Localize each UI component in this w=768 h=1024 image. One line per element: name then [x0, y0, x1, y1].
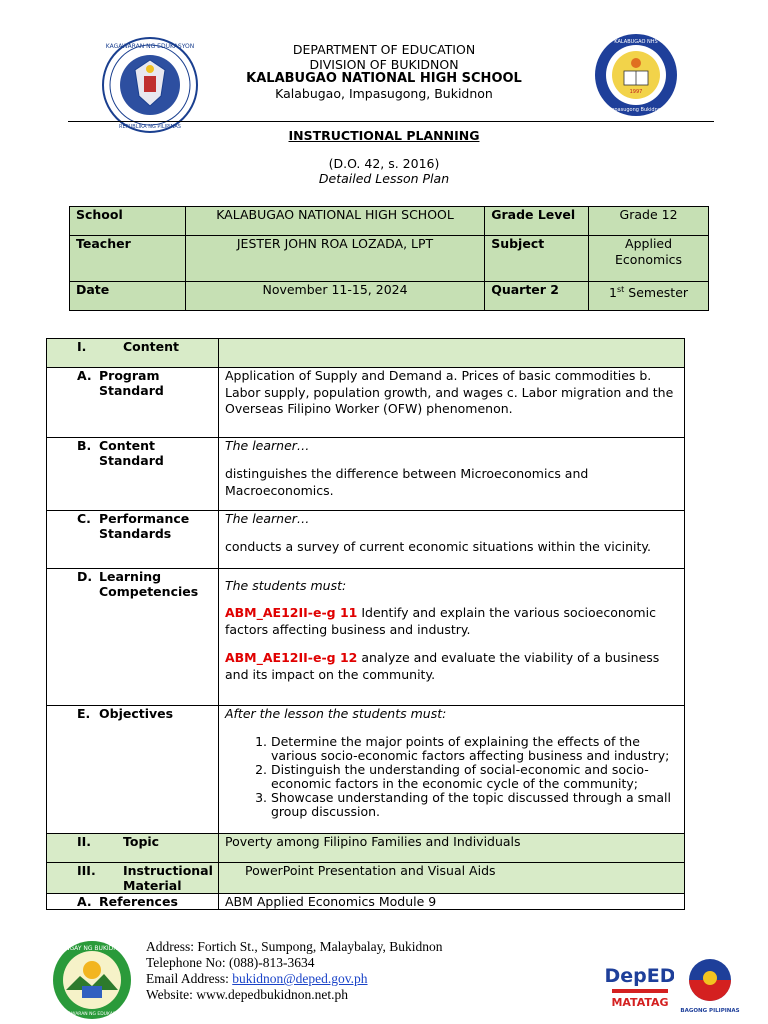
- performance-standards-label: [47, 511, 219, 569]
- content-num: I.: [77, 339, 87, 354]
- footer-email-link[interactable]: bukidnon@deped.gov.ph: [232, 971, 368, 986]
- program-title: Program Standard: [99, 368, 164, 398]
- content-std-num: B.: [77, 438, 92, 453]
- competencies-title: Learning Competencies: [99, 569, 199, 599]
- topic-label: [47, 834, 219, 863]
- competencies-label: [47, 569, 219, 706]
- school-name: KALABUGAO NATIONAL HIGH SCHOOL: [246, 71, 522, 86]
- material-num: III.: [77, 863, 96, 878]
- teacher-label: Teacher: [70, 236, 186, 282]
- content-standard-cell: [218, 438, 684, 511]
- material-label: [47, 863, 219, 894]
- svg-text:KALABUGAO NHS: KALABUGAO NHS: [614, 39, 658, 45]
- performance-standards-row: [47, 511, 685, 569]
- content-standard-intro: The learner…: [224, 438, 310, 453]
- program-standard-label: [47, 368, 219, 438]
- page-title: INSTRUCTIONAL PLANNING: [288, 128, 480, 143]
- division-line: DIVISION OF BUKIDNON: [309, 56, 459, 72]
- competency-1: [225, 605, 678, 638]
- objectives-row: [47, 706, 685, 834]
- references-num: A.: [77, 894, 92, 909]
- competencies-row: [47, 569, 685, 706]
- competencies-cell: [218, 569, 684, 706]
- semester-value: [589, 282, 709, 311]
- objectives-list: [225, 735, 678, 819]
- competency-text-2: analyze and evaluate the viability of a business and its impact on the community.: [224, 650, 660, 682]
- bagong-pilipinas-logo: [680, 956, 740, 1016]
- svg-text:SANGAY NG BUKIDNON: SANGAY NG BUKIDNON: [57, 945, 127, 952]
- competency-2: [225, 650, 678, 683]
- school-value: KALABUGAO NATIONAL HIGH SCHOOL: [185, 207, 484, 236]
- svg-text:BAGONG PILIPINAS: BAGONG PILIPINAS: [680, 1008, 740, 1014]
- program-standard-row: [47, 368, 685, 438]
- program-num: A.: [77, 368, 92, 383]
- objective-item: 3. Showcase understanding of the topic discussed through a small group discussion.: [271, 791, 678, 819]
- competency-code-2: ABM_AE12II-e-g 12: [224, 650, 358, 665]
- objective-item: 2. Distinguish the understanding of social-economic and socio-economic factors in the economic cycle of the community;: [271, 763, 678, 791]
- letterhead: [214, 43, 554, 101]
- teacher-value: JESTER JOHN ROA LOZADA, LPT: [185, 236, 484, 282]
- performance-text: conducts a survey of current economic situations within the vicinity.: [224, 539, 651, 554]
- competencies-num: D.: [77, 569, 93, 584]
- header-divider: [68, 121, 714, 122]
- deped-seal-logo: [101, 36, 199, 134]
- objective-item: 1. Determine the major points of explaining the effects of the various socio-economic factors affecting business and industry;: [271, 735, 678, 763]
- footer-address: Address: Fortich St., Sumpong, Malaybalay, Bukidnon: [146, 939, 443, 954]
- content-standard-text: distinguishes the difference between Microeconomics and Macroeconomics.: [224, 466, 589, 498]
- performance-num: C.: [77, 511, 91, 526]
- quarter-label: Quarter 2: [485, 282, 589, 311]
- content-row: [47, 339, 685, 368]
- svg-text:DepED: DepED: [606, 965, 674, 987]
- references-title: References: [99, 894, 178, 909]
- content-label: [47, 339, 219, 368]
- svg-text:KAGAWARAN NG EDUKASYON: KAGAWARAN NG EDUKASYON: [105, 43, 195, 50]
- footer-website: Website: www.depedbukidnon.net.ph: [146, 987, 348, 1002]
- footer-email-label: Email Address:: [146, 971, 233, 986]
- topic-row: [47, 834, 685, 863]
- content-standard-label: [47, 438, 219, 511]
- lesson-plan-table: [46, 338, 685, 910]
- competency-text-1: Identify and explain the various socioeconomic factors affecting business and industry.: [224, 605, 656, 637]
- content-standard-row: [47, 438, 685, 511]
- footer-contact: [146, 939, 566, 1003]
- competency-code-1: ABM_AE12II-e-g 11: [224, 605, 358, 620]
- references-label: [47, 894, 219, 910]
- title-block: [0, 128, 768, 187]
- references-row: [47, 894, 685, 910]
- semester-suffix: st: [617, 285, 625, 294]
- order-number: (D.O. 42, s. 2016): [328, 156, 440, 171]
- svg-text:Impasugong Bukidnon: Impasugong Bukidnon: [608, 107, 664, 113]
- deped-matatag-logo: [606, 956, 674, 1012]
- material-title: Instructional Material: [123, 863, 213, 893]
- division-seal-logo: [52, 940, 132, 1020]
- material-row: [47, 863, 685, 894]
- semester-text: Semester: [624, 285, 689, 301]
- svg-text:REPUBLIKA NG PILIPINAS: REPUBLIKA NG PILIPINAS: [119, 124, 181, 130]
- topic-text: Poverty among Filipino Families and Individuals: [218, 834, 684, 863]
- program-standard-text: Application of Supply and Demand a. Prices of basic commodities b. Labor supply, population growth, and wages c. Labor migration and the Overseas Filipino Worker (OFW) phenomenon.: [218, 368, 684, 438]
- footer-email-line: [146, 971, 566, 987]
- school-seal-logo: [594, 33, 678, 117]
- svg-text:1997: 1997: [629, 89, 643, 95]
- references-text: ABM Applied Economics Module 9: [218, 894, 684, 910]
- topic-title: Topic: [123, 834, 160, 849]
- svg-text:KAGAWARAN NG EDUKASYON: KAGAWARAN NG EDUKASYON: [58, 1012, 126, 1017]
- plan-type: Detailed Lesson Plan: [318, 171, 450, 186]
- content-value: [218, 339, 684, 368]
- grade-value: Grade 12: [589, 207, 709, 236]
- school-label: School: [70, 207, 186, 236]
- date-value: November 11-15, 2024: [185, 282, 484, 311]
- footer-telephone: Telephone No: (088)-813-3634: [146, 955, 315, 970]
- objectives-num: E.: [77, 706, 91, 721]
- date-label: Date: [70, 282, 186, 311]
- objectives-intro: After the lesson the students must:: [224, 706, 447, 721]
- semester-number: 1: [609, 285, 617, 301]
- subject-value: Applied Economics: [589, 236, 709, 282]
- svg-text:MATATAG: MATATAG: [611, 996, 669, 1009]
- objectives-label: [47, 706, 219, 834]
- subject-label: Subject: [485, 236, 589, 282]
- topic-num: II.: [77, 834, 92, 849]
- department-line: DEPARTMENT OF EDUCATION: [292, 42, 476, 57]
- grade-label: Grade Level: [485, 207, 589, 236]
- performance-intro: The learner…: [224, 511, 310, 526]
- objectives-title: Objectives: [99, 706, 174, 721]
- content-title: Content: [123, 339, 179, 354]
- material-text: PowerPoint Presentation and Visual Aids: [218, 863, 684, 894]
- performance-standards-cell: [218, 511, 684, 569]
- performance-title: Performance Standards: [99, 511, 190, 541]
- lesson-info-table: [69, 206, 709, 311]
- competencies-intro: The students must:: [224, 578, 347, 593]
- objectives-cell: [218, 706, 684, 834]
- school-address: Kalabugao, Impasugong, Bukidnon: [275, 85, 493, 101]
- content-std-title: Content Standard: [99, 438, 164, 468]
